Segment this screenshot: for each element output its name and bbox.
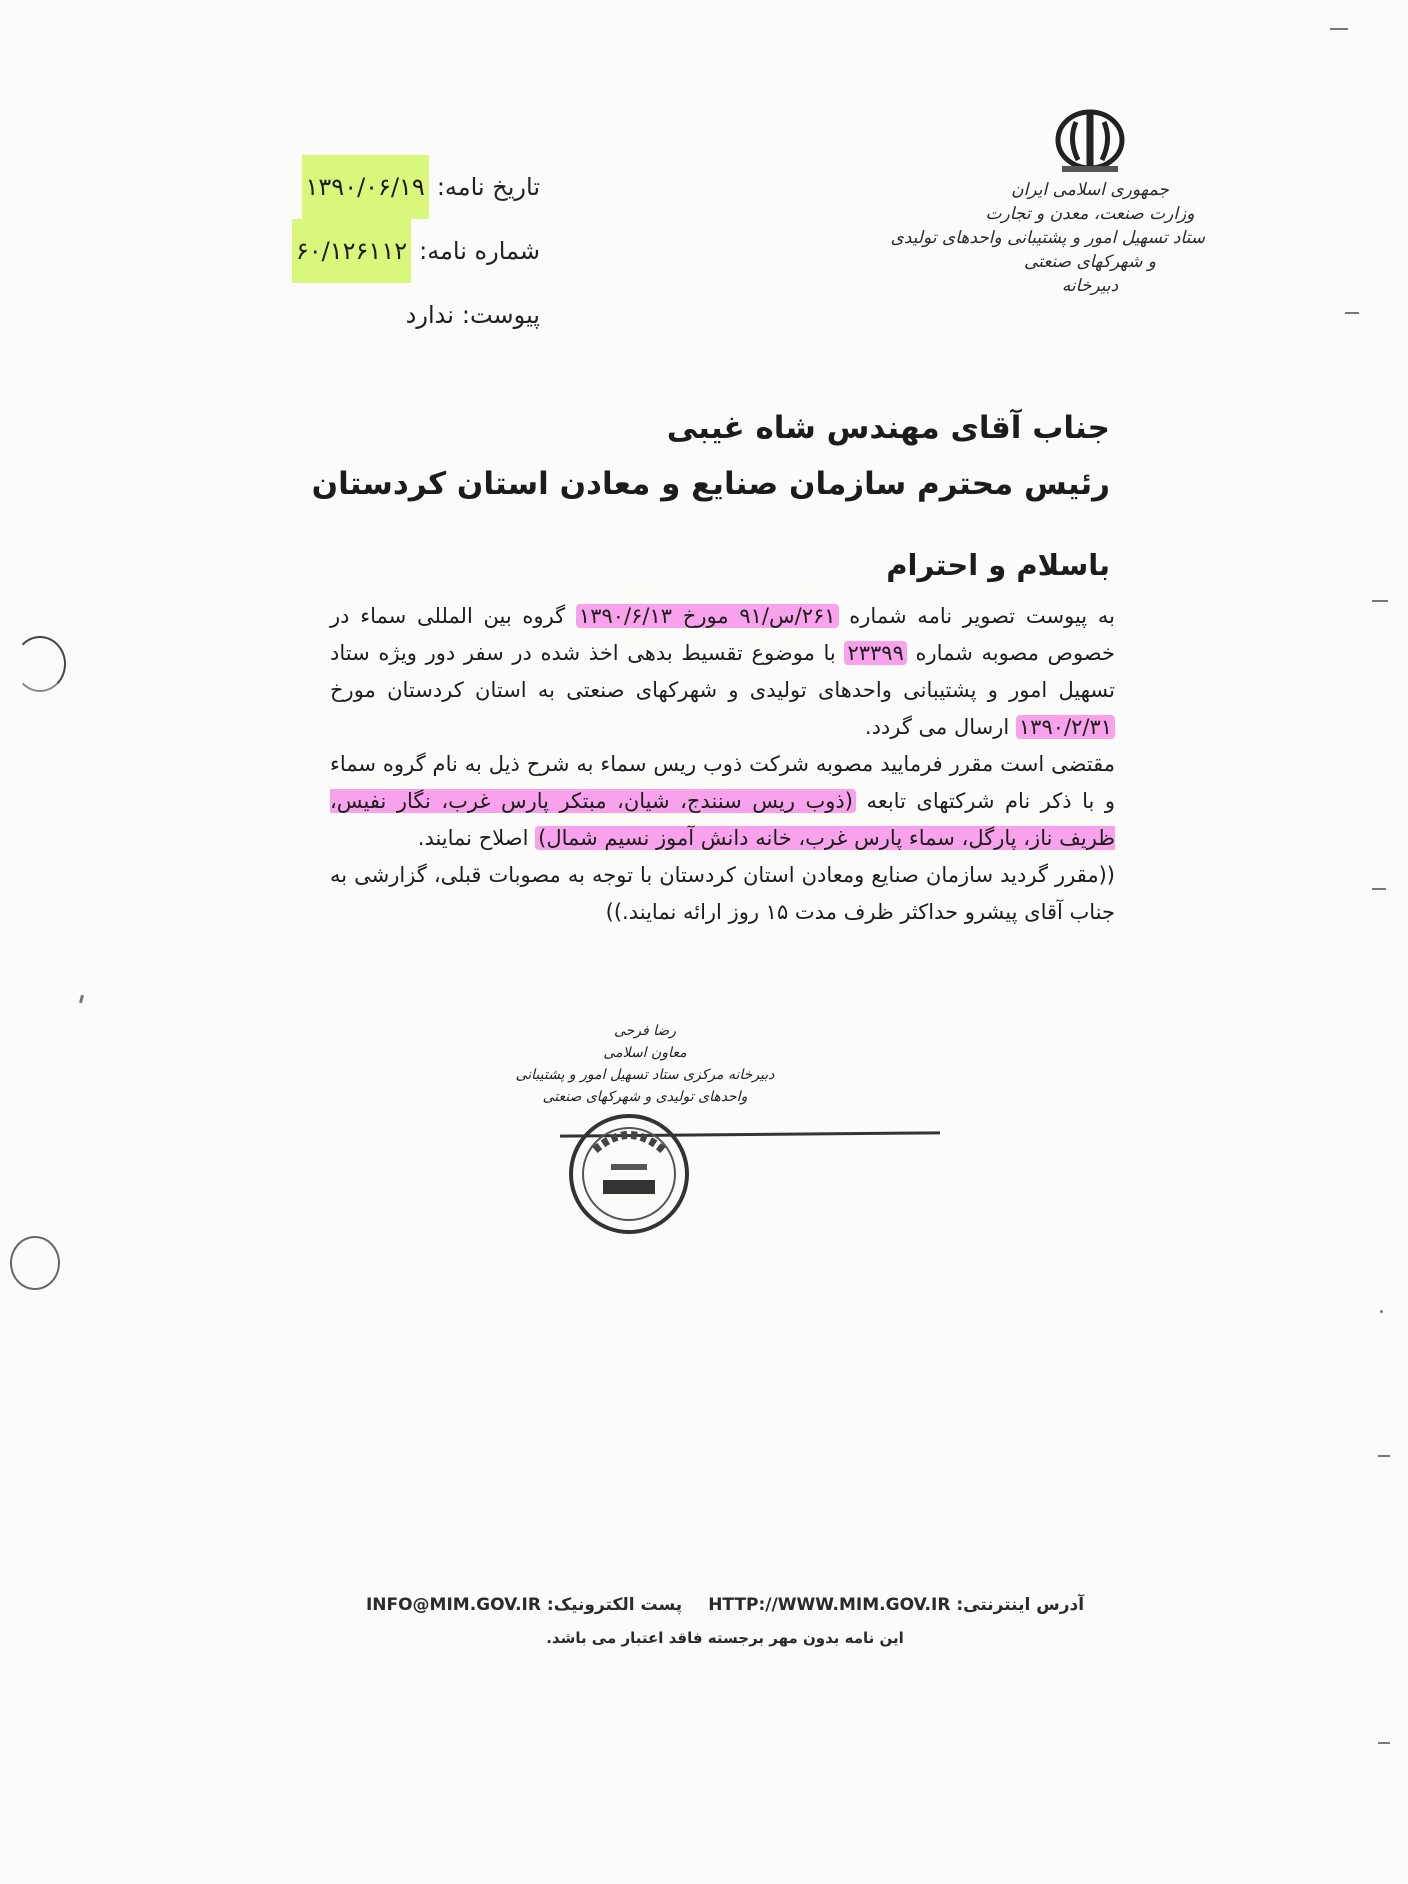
ministry-line: ستاد تسهیل امور و پشتیبانی واحدهای تولیدی xyxy=(890,228,1205,248)
ministry-line: دبیرخانه xyxy=(1061,276,1119,296)
body-text: به پیوست تصویر نامه شماره xyxy=(849,604,1115,628)
footer-note: این نامه بدون مهر برجسته فاقد اعتبار می باشد. xyxy=(546,1629,904,1647)
website-group xyxy=(708,1595,1084,1615)
paragraph-2 xyxy=(330,746,1115,857)
ministry-line: و شهرکهای صنعتی xyxy=(1024,252,1156,272)
ministry-line: جمهوری اسلامی ایران xyxy=(1011,180,1169,200)
website-label: آدرس اینترنتی: xyxy=(956,1595,1085,1615)
website-url[interactable]: HTTP://WWW.MIM.GOV.IR xyxy=(708,1595,951,1615)
scan-mark xyxy=(1345,312,1359,314)
greeting: باسلام و احترام xyxy=(886,548,1110,582)
email-address[interactable]: INFO@MIM.GOV.IR xyxy=(365,1595,541,1615)
body-text: با موضوع تقسیط بدهی اخذ شده در سفر دور ویژه ستاد تسهیل امور و پشتیبانی واحدهای تولیدی و شهرکهای صنعتی به استان کردستان مورخ xyxy=(330,641,1115,702)
addressee-title: رئیس محترم سازمان صنایع و معادن استان کردستان xyxy=(311,466,1110,502)
attachment-value: ندارد xyxy=(405,301,454,329)
footer-contacts xyxy=(355,1595,1095,1615)
highlighted-companies: (ذوب ریس سنندج، شیان، مبتکر پارس غرب، نگار نفیس، ظریف ناز، پارگل، سماء پارس غرب، خانه دانش آموز نسیم شمال) xyxy=(330,789,1115,850)
paragraph-1 xyxy=(330,598,1115,746)
date-value: ۱۳۹۰/۰۶/۱۹ xyxy=(302,155,429,219)
body-text: ارسال می گردد. xyxy=(864,715,1010,739)
body-text: مقتضی است مقرر فرمایید مصوبه شرکت ذوب ریس سماء به شرح ذیل به نام گروه سماء و با ذکر نام شرکتهای تابعه xyxy=(330,752,1115,813)
ministry-header xyxy=(890,178,1205,298)
letter-footer xyxy=(355,1595,1095,1647)
ministry-line: وزارت صنعت، معدن و تجارت xyxy=(985,204,1195,224)
letter-body xyxy=(330,598,1115,931)
highlighted-ref: ۲۶۱/س/۹۱ مورخ ۱۳۹۰/۶/۱۳ xyxy=(576,604,839,628)
body-text: گروه بین المللی سماء در خصوص مصوبه شماره xyxy=(330,604,1115,665)
date-label: تاریخ نامه: xyxy=(436,173,540,201)
body-text: اصلاح نمایند. xyxy=(417,826,529,850)
scan-mark xyxy=(1372,600,1388,602)
date-row xyxy=(255,155,540,219)
signature-block xyxy=(485,1020,805,1108)
number-label: شماره نامه: xyxy=(419,237,540,265)
addressee xyxy=(312,400,1110,512)
binding-hole xyxy=(10,1236,60,1290)
email-label: پست الکترونیک: xyxy=(546,1595,683,1615)
iran-emblem-icon xyxy=(1050,108,1130,178)
addressee-name: جناب آقای مهندس شاه غیبی xyxy=(666,410,1110,446)
signature-line: رضا فرحی xyxy=(613,1023,677,1039)
attachment-label: پیوست: xyxy=(461,301,540,329)
scan-mark xyxy=(1380,1310,1383,1313)
highlighted-ref: ۱۳۹۰/۲/۳۱ xyxy=(1016,715,1115,739)
binding-hole xyxy=(14,636,66,692)
scan-mark xyxy=(1378,1455,1390,1457)
scan-mark xyxy=(79,995,84,1004)
email-group xyxy=(366,1595,682,1615)
scan-mark xyxy=(1372,888,1386,890)
paragraph-3: ((مقرر گردید سازمان صنایع ومعادن استان کردستان با توجه به مصوبات قبلی، گزارشی به جناب آقای پیشرو حداکثر ظرف مدت ۱۵ روز ارائه نمایند.)) xyxy=(330,863,1115,924)
attachment-row xyxy=(255,283,540,347)
scan-mark xyxy=(1330,28,1348,30)
highlighted-ref: ۲۳۳۹۹ xyxy=(844,641,906,665)
scan-mark xyxy=(1378,1742,1390,1744)
signature-line: واحدهای تولیدی و شهرکهای صنعتی xyxy=(542,1089,748,1105)
round-stamp-icon xyxy=(565,1110,693,1238)
signature-line: دبیرخانه مرکزی ستاد تسهیل امور و پشتیبانی xyxy=(515,1067,775,1083)
number-row xyxy=(255,219,540,283)
number-value: ۶۰/۱۲۶۱۱۲ xyxy=(292,219,411,283)
letter-meta xyxy=(255,155,540,347)
signature-line: معاون اسلامی xyxy=(603,1045,687,1061)
